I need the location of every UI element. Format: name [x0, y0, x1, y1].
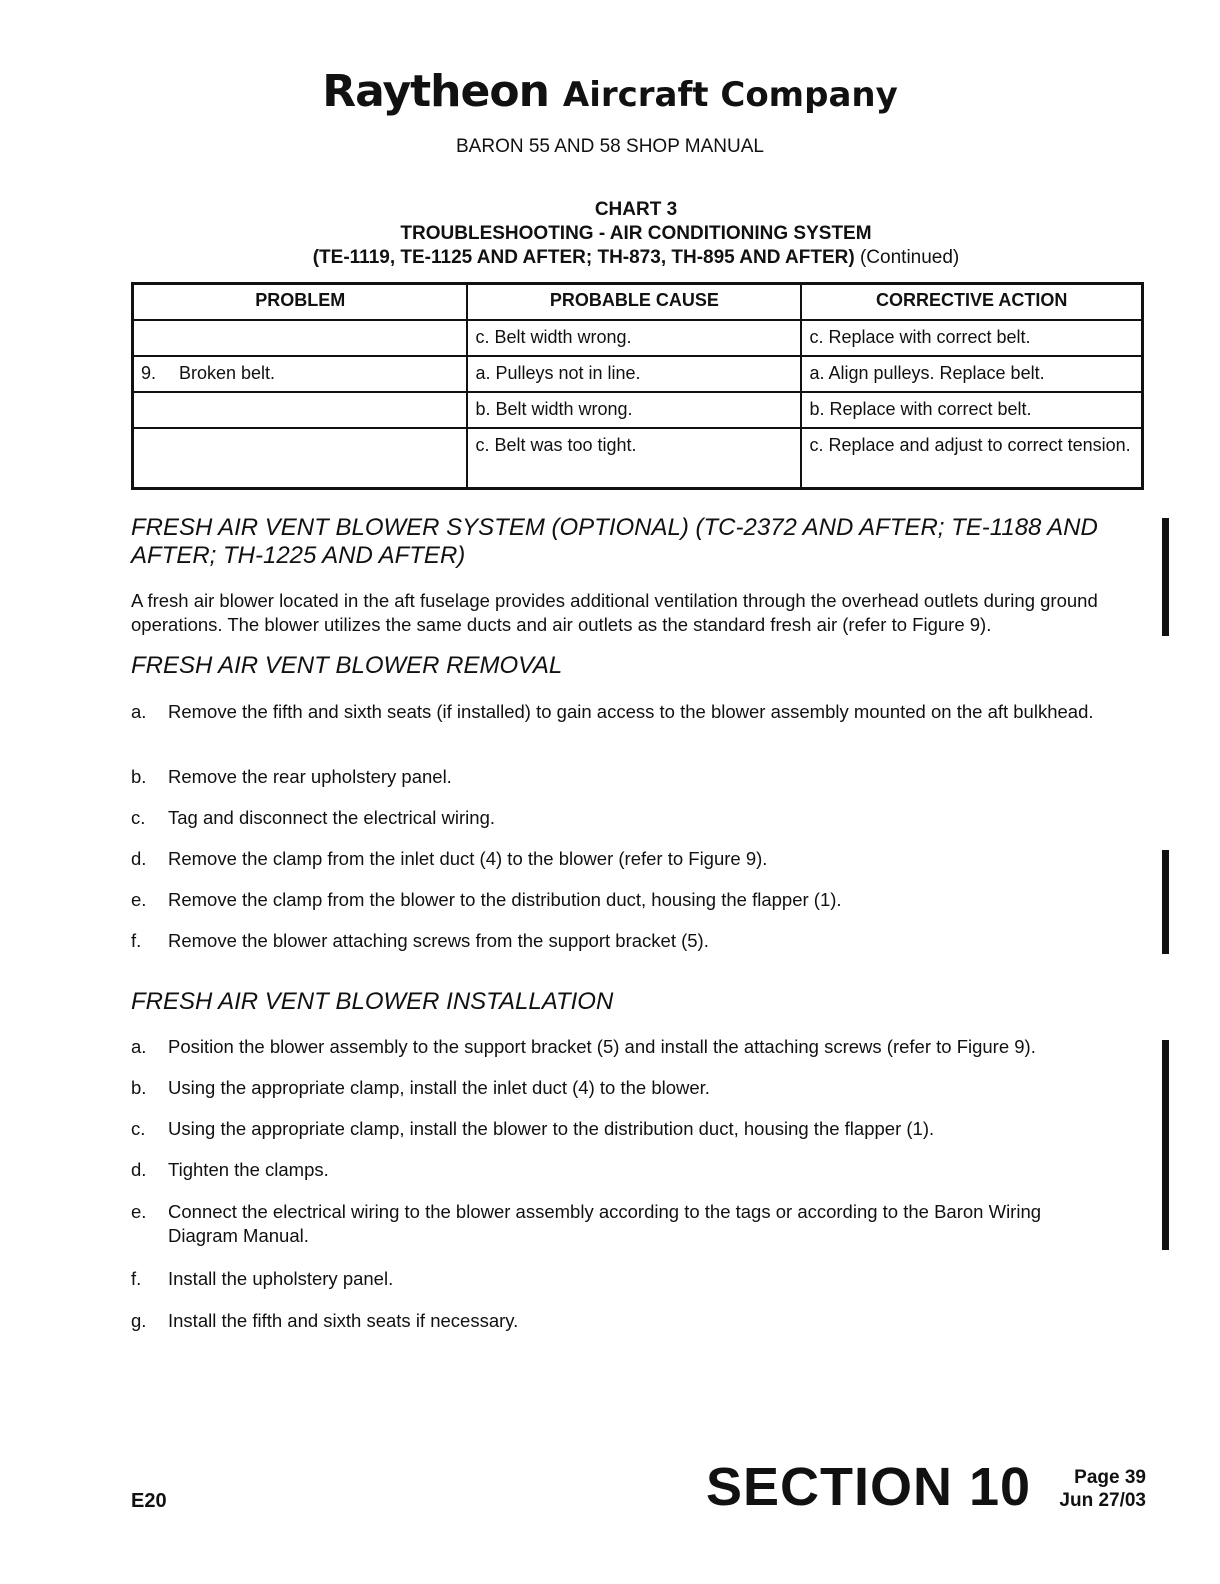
installation-step: c. Using the appropriate clamp, install the blower to the distribution duct, housing the flapper (1).	[131, 1118, 935, 1139]
chart-label: CHART 3	[594, 199, 678, 220]
page-info	[1050, 1466, 1146, 1512]
installation-step: f. Install the upholstery panel.	[131, 1268, 394, 1289]
column-header: PROBLEM	[133, 284, 468, 321]
change-bar	[1162, 850, 1169, 954]
cause-cell: b. Belt width wrong.	[467, 392, 801, 428]
removal-step: d. Remove the clamp from the inlet duct (4) to the blower (refer to Figure 9).	[131, 848, 768, 869]
installation-step: e. Connect the electrical wiring to the blower assembly according to the tags or according to the Baron Wiring Diagram Manual.	[131, 1201, 1042, 1246]
cause-cell: a. Pulleys not in line.	[467, 356, 801, 392]
installation-step: a. Position the blower assembly to the support bracket (5) and install the attaching screws (refer to Figure 9).	[131, 1036, 1036, 1057]
manual-title: BARON 55 AND 58 SHOP MANUAL	[456, 136, 764, 157]
system-description: A fresh air blower located in the aft fuselage provides additional ventilation through the overhead outlets during ground operations. The blower utilizes the same ducts and air outlets as the standard fresh air (refer to Figure 9).	[131, 590, 1098, 635]
installation-step: g. Install the fifth and sixth seats if necessary.	[131, 1310, 519, 1331]
removal-step: a. Remove the fifth and sixth seats (if installed) to gain access to the blower assembly mounted on the aft bulkhead.	[131, 701, 1094, 722]
system-heading: FRESH AIR VENT BLOWER SYSTEM (OPTIONAL) (TC-2372 AND AFTER; TE-1188 AND AFTER; TH-1225 AND AFTER)	[131, 514, 1098, 569]
table-row	[133, 428, 1143, 489]
table-row	[133, 392, 1143, 428]
change-bar	[1162, 518, 1169, 636]
table-header-row	[133, 284, 1143, 321]
problem-cell: 9. Broken belt.	[133, 356, 468, 392]
chart-title-block	[0, 198, 1220, 270]
table-row	[133, 320, 1143, 356]
action-cell: c. Replace and adjust to correct tension.	[801, 428, 1142, 489]
cause-cell: c. Belt width wrong.	[467, 320, 801, 356]
installation-heading: FRESH AIR VENT BLOWER INSTALLATION	[131, 988, 614, 1015]
revision-date: Jun 27/03	[1059, 1490, 1146, 1511]
removal-step: c. Tag and disconnect the electrical wiring.	[131, 807, 496, 828]
action-cell: a. Align pulleys. Replace belt.	[801, 356, 1142, 392]
removal-step: b. Remove the rear upholstery panel.	[131, 766, 452, 787]
page-number: Page 39	[1074, 1467, 1146, 1488]
action-cell: b. Replace with correct belt.	[801, 392, 1142, 428]
brand-logo: Raytheon	[322, 66, 549, 117]
company-header	[0, 66, 1220, 117]
section-label: SECTION 10	[706, 1457, 1032, 1517]
change-bar	[1162, 1040, 1169, 1250]
brand-subtitle: Aircraft Company	[562, 75, 898, 115]
problem-cell	[133, 320, 468, 356]
chart-title: TROUBLESHOOTING - AIR CONDITIONING SYSTEM	[400, 223, 872, 244]
removal-step: e. Remove the clamp from the blower to the distribution duct, housing the flapper (1).	[131, 889, 842, 910]
column-header: CORRECTIVE ACTION	[801, 284, 1142, 321]
document-code: E20	[131, 1490, 167, 1512]
continued-note: (Continued)	[859, 247, 960, 268]
column-header: PROBABLE CAUSE	[467, 284, 801, 321]
action-cell: c. Replace with correct belt.	[801, 320, 1142, 356]
cause-cell: c. Belt was too tight.	[467, 428, 801, 489]
chart-applicability: (TE-1119, TE-1125 AND AFTER; TH-873, TH-895 AND AFTER) (Continued)	[312, 247, 960, 268]
troubleshooting-table	[131, 282, 1144, 490]
installation-step: d. Tighten the clamps.	[131, 1159, 329, 1180]
removal-step: f. Remove the blower attaching screws from the support bracket (5).	[131, 930, 709, 951]
problem-cell	[133, 428, 468, 489]
installation-step: b. Using the appropriate clamp, install the inlet duct (4) to the blower.	[131, 1077, 710, 1098]
problem-cell	[133, 392, 468, 428]
table-row	[133, 356, 1143, 392]
removal-heading: FRESH AIR VENT BLOWER REMOVAL	[131, 652, 563, 679]
